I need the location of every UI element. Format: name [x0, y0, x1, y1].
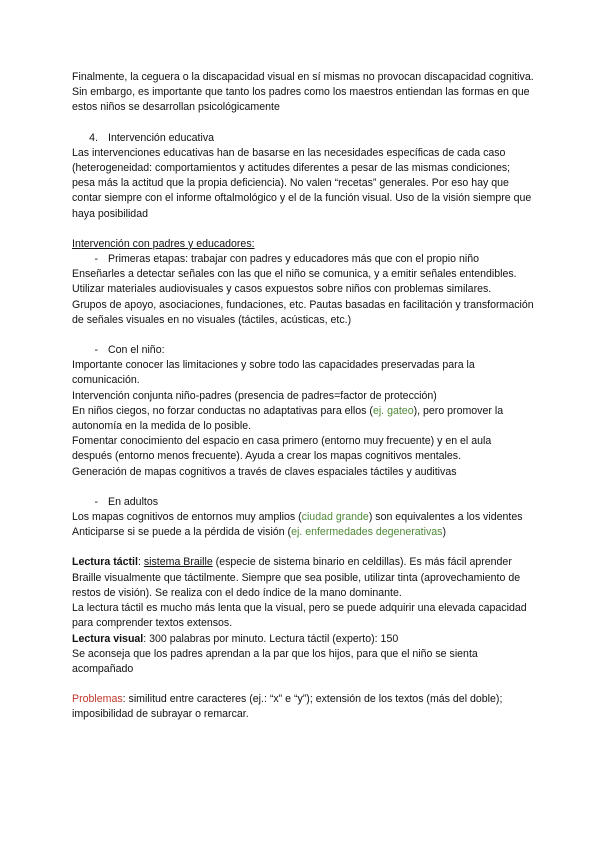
nino-bullet [72, 343, 534, 358]
spacer [72, 480, 534, 495]
padres-bullet [72, 252, 534, 267]
padres-line: Enseñarles a detectar señales con las que el niño se comunica, y a emitir señales entendibles. [72, 268, 517, 281]
example-text: ciudad grande [301, 511, 369, 524]
bullet-text: Primeras etapas: trabajar con padres y educadores más que con el propio niño [108, 253, 479, 266]
adultos-bullet [72, 495, 534, 510]
bullet-dash: - [94, 253, 98, 266]
padres-heading: Intervención con padres y educadores: [72, 237, 255, 250]
document-body [72, 70, 534, 723]
lectura-visual-label: Lectura visual [72, 632, 144, 645]
section-title: Intervención educativa [108, 131, 215, 144]
spacer [72, 222, 534, 237]
adultos-line [72, 525, 534, 540]
text-run: : similitud entre caracteres (ej.: “x” e “y”); extensión de los textos (más del doble); imposibilidad de subrayar o remarcar. [72, 693, 503, 721]
section-4-paragraph: Las intervenciones educativas han de basarse en las necesidades específicas de cada caso (heterogeneidad: comportamientos y actitudes diferentes a pesar de las mismas condiciones; pesa más la actitud que la propia deficiencia). No valen “recetas” generales. Por eso hay que contar siempre con el informe oftalmológico y el de la función visual. Uso de la visión siempre que haya posibilidad [72, 146, 532, 220]
lectura-line: Se aconseja que los padres aprendan a la par que los hijos, para que el niño se sienta acompañado [72, 647, 478, 675]
spacer [72, 116, 534, 131]
text-run: Los mapas cognitivos de entornos muy amplios ( [72, 511, 302, 524]
lectura-line: La lectura táctil es mucho más lenta que la visual, pero se puede adquirir una elevada capacidad para comprender textos extensos. [72, 602, 527, 630]
lectura-tactil-paragraph [72, 555, 534, 601]
spacer [72, 328, 534, 343]
problemas-label: Problemas [72, 693, 123, 706]
example-text: ej. gateo [372, 404, 414, 417]
text-run: ) son equivalentes a los videntes [368, 511, 523, 524]
braille-term: sistema Braille [143, 556, 213, 569]
bullet-text: Con el niño: [108, 344, 165, 357]
list-number: 4. [89, 131, 98, 144]
section-4-heading [72, 131, 534, 146]
bullet-dash: - [94, 495, 98, 508]
padres-line: Grupos de apoyo, asociaciones, fundaciones, etc. Pautas basadas en facilitación y transformación de señales visuales en no visuales (táctiles, acústicas, etc.) [72, 298, 534, 326]
example-text: ej. enfermedades degenerativas [291, 526, 443, 539]
text-run: ) [442, 526, 446, 539]
nino-line: Intervención conjunta niño-padres (presencia de padres=factor de protección) [72, 389, 437, 402]
lectura-tactil-label: Lectura táctil [72, 556, 138, 569]
text-run: (especie de sistema binario en celdillas). Es más fácil aprender Braille visualmente que táctilmente. Siempre que sea posible, utilizar tinta (aprovechamiento de restos de visión). Se realiza con el dedo índice de la mano dominante. [72, 556, 521, 599]
adultos-line [72, 510, 534, 525]
padres-line: Utilizar materiales audiovisuales y casos expuestos sobre niños con problemas similares. [72, 283, 492, 296]
bullet-dash: - [94, 344, 98, 357]
intro-paragraph: Finalmente, la ceguera o la discapacidad visual en sí mismas no provocan discapacidad cognitiva. Sin embargo, es importante que tanto los padres como los maestros entiendan las formas en que estos niños se desarrollan psicológicamente [72, 71, 534, 114]
text-run: : [137, 556, 141, 569]
bullet-text: En adultos [108, 495, 159, 508]
spacer [72, 677, 534, 692]
text-run: ), pero promover la autonomía en la medida de lo posible. [72, 404, 504, 433]
problemas-paragraph [72, 692, 534, 722]
lectura-visual-line [72, 632, 534, 647]
nino-line [72, 404, 534, 434]
nino-line: Importante conocer las limitaciones y sobre todo las capacidades preservadas para la comunicación. [72, 359, 475, 387]
text-run: Anticiparse si se puede a la pérdida de visión ( [72, 526, 292, 539]
spacer [72, 540, 534, 555]
nino-line: Fomentar conocimiento del espacio en casa primero (entorno muy frecuente) y en el aula después (entorno menos frecuente). Ayuda a crear los mapas cognitivos mentales. [72, 435, 492, 463]
text-run: En niños ciegos, no forzar conductas no adaptativas para ellos ( [72, 404, 373, 417]
nino-line: Generación de mapas cognitivos a través de claves espaciales táctiles y auditivas [72, 465, 457, 478]
text-run: : 300 palabras por minuto. Lectura táctil (experto): 150 [143, 632, 399, 645]
